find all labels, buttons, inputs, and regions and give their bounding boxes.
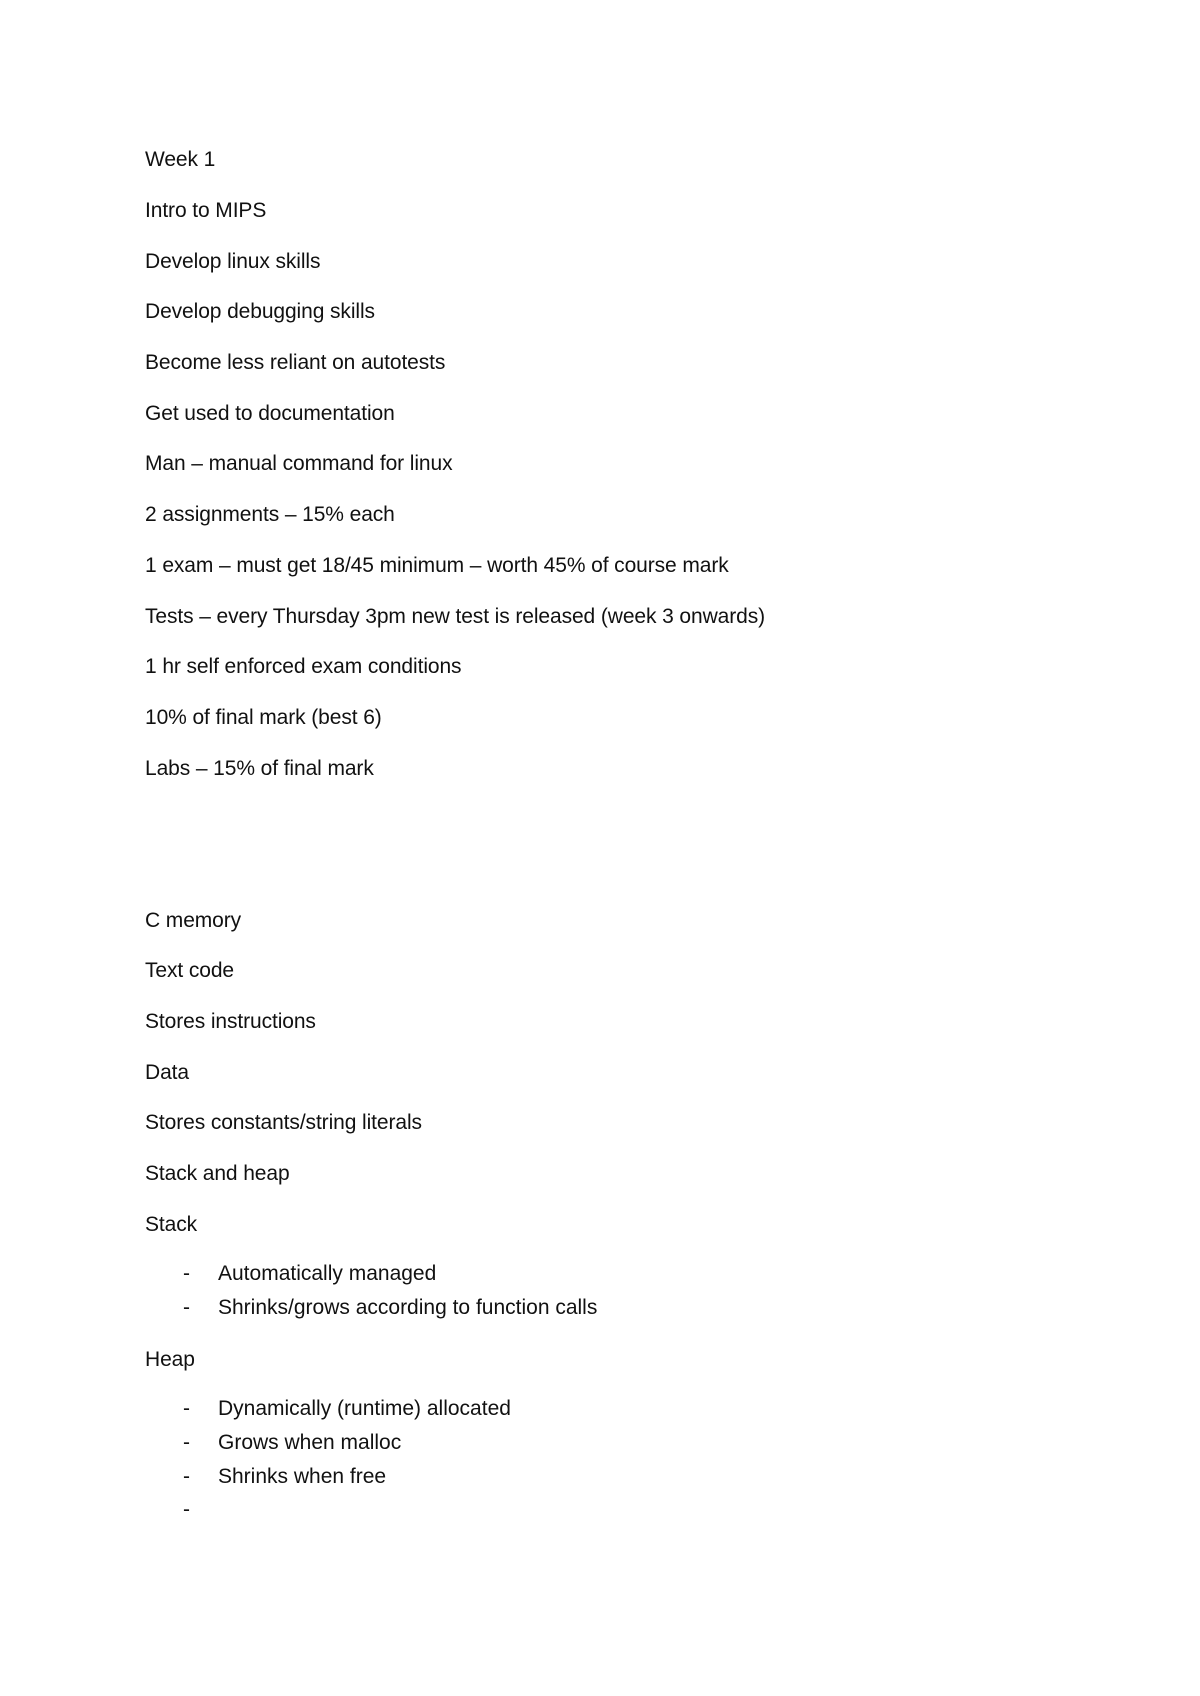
- note-line: Labs – 15% of final mark: [145, 757, 374, 780]
- bullet-text: Automatically managed: [218, 1262, 437, 1285]
- list-item: [183, 1497, 218, 1523]
- note-line: Become less reliant on autotests: [145, 351, 446, 374]
- note-line: Data: [145, 1061, 189, 1084]
- note-line: Stack: [145, 1213, 198, 1236]
- note-line: Develop linux skills: [145, 250, 321, 273]
- bullet-dash: -: [183, 1296, 190, 1319]
- note-line: Intro to MIPS: [145, 199, 267, 222]
- list-item: [183, 1295, 597, 1321]
- bullet-dash: -: [183, 1498, 190, 1521]
- bullet-text: Dynamically (runtime) allocated: [218, 1397, 511, 1420]
- note-line: Stores constants/string literals: [145, 1111, 422, 1134]
- bullet-text: Shrinks when free: [218, 1465, 387, 1488]
- note-line: Develop debugging skills: [145, 300, 375, 323]
- note-line: 2 assignments – 15% each: [145, 503, 395, 526]
- bullet-dash: -: [183, 1397, 190, 1420]
- note-line: Get used to documentation: [145, 402, 395, 425]
- heading-week: Week 1: [145, 148, 216, 171]
- heading-c-memory: C memory: [145, 909, 242, 932]
- note-line: Man – manual command for linux: [145, 452, 453, 475]
- list-item: [183, 1464, 386, 1490]
- list-item: [183, 1396, 511, 1422]
- note-line: Text code: [145, 959, 234, 982]
- list-item: [183, 1430, 401, 1456]
- note-line: Tests – every Thursday 3pm new test is released (week 3 onwards): [145, 605, 765, 628]
- bullet-text: Grows when malloc: [218, 1431, 402, 1454]
- note-line: Stores instructions: [145, 1010, 316, 1033]
- bullet-dash: -: [183, 1262, 190, 1285]
- heading-heap: Heap: [145, 1348, 195, 1371]
- bullet-text: Shrinks/grows according to function calls: [218, 1296, 598, 1319]
- bullet-dash: -: [183, 1431, 190, 1454]
- note-line: 1 exam – must get 18/45 minimum – worth 45% of course mark: [145, 554, 729, 577]
- list-item: [183, 1261, 436, 1287]
- note-line: 1 hr self enforced exam conditions: [145, 655, 462, 678]
- note-line: Stack and heap: [145, 1162, 290, 1185]
- bullet-dash: -: [183, 1465, 190, 1488]
- note-line: 10% of final mark (best 6): [145, 706, 382, 729]
